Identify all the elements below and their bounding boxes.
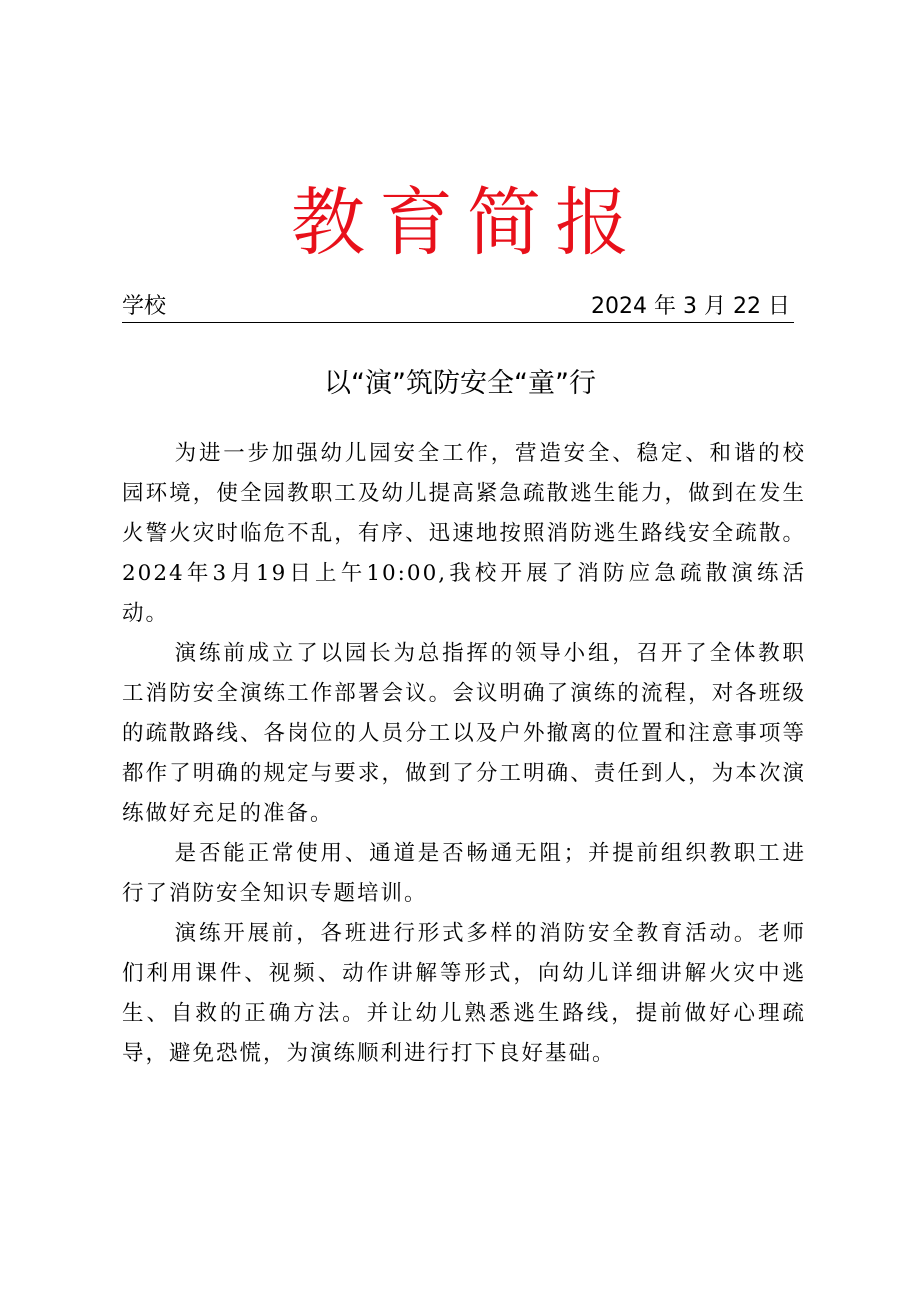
paragraph: 演练开展前，各班进行形式多样的消防安全教育活动。老师们利用课件、视频、动作讲解等形式，向幼儿详细讲解火灾中逃生、自救的正确方法。并让幼儿熟悉逃生路线，提前做好心理疏导，避免恐慌，为演练顺利进行打下良好基础。: [122, 921, 806, 1066]
article-title: 以“演”筑防安全“童”行: [324, 368, 596, 399]
info-line: [122, 292, 794, 323]
school-label: 学校: [122, 294, 167, 319]
paragraph: 是否能正常使用、通道是否畅通无阻；并提前组织教职工进行了消防安全知识专题培训。: [122, 841, 806, 906]
article-body: [122, 434, 806, 1074]
paragraph: 为进一步加强幼儿园安全工作，营造安全、稳定、和谐的校园环境，使全园教职工及幼儿提高紧急疏散逃生能力，做到在发生火警火灾时临危不乱，有序、迅速地按照消防逃生路线安全疏散。2024年3月19日上午10:00,我校开展了消防应急疏散演练活动。: [122, 441, 806, 626]
issue-date: 2024 年 3 月 22 日: [591, 294, 790, 319]
masthead-title: 教育简报: [291, 180, 643, 266]
paragraph: 演练前成立了以园长为总指挥的领导小组，召开了全体教职工消防安全演练工作部署会议。会议明确了演练的流程，对各班级的疏散路线、各岗位的人员分工以及户外撤离的位置和注意事项等都作了明确的规定与要求，做到了分工明确、责任到人，为本次演练做好充足的准备。: [122, 641, 806, 826]
